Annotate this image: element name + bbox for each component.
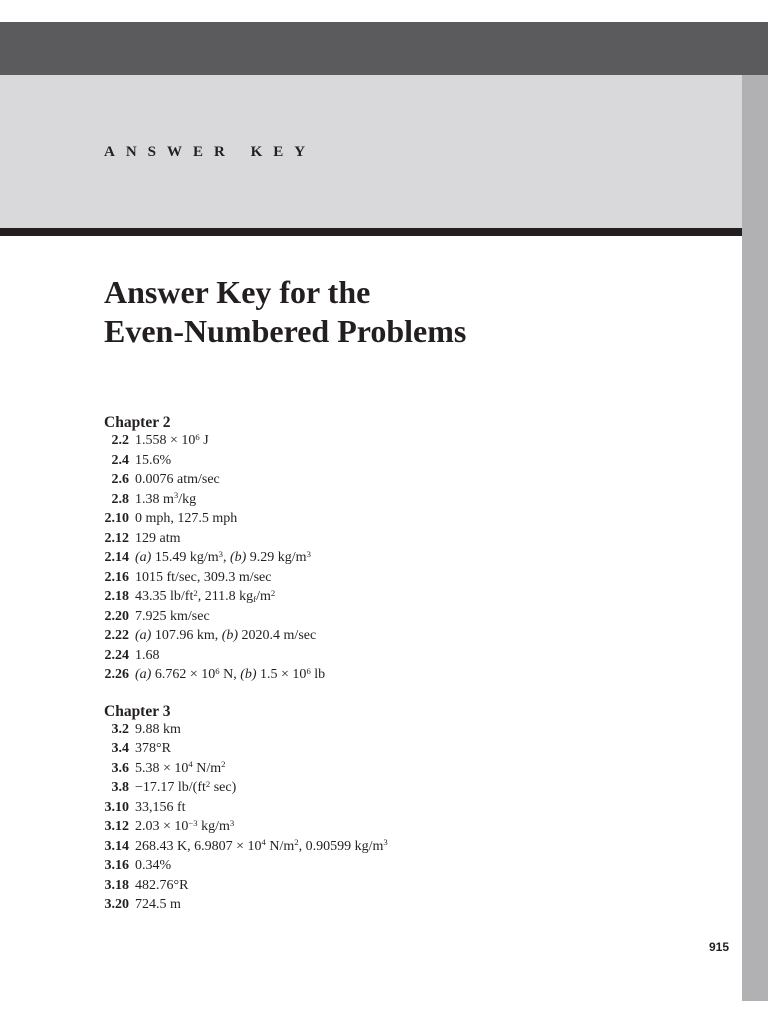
answer-text: , bbox=[222, 550, 230, 565]
chapter-section bbox=[104, 703, 724, 915]
answer-row bbox=[104, 720, 724, 740]
answer-text: 724.5 m bbox=[135, 897, 181, 912]
answer-text: 1.68 bbox=[135, 647, 160, 663]
answer-value bbox=[135, 858, 171, 873]
problem-number: 2.8 bbox=[111, 491, 129, 507]
answer-row bbox=[104, 548, 724, 568]
superscript: 6 bbox=[195, 431, 200, 442]
superscript: 2 bbox=[193, 587, 198, 598]
answer-text: 43.35 lb/ft bbox=[135, 589, 194, 604]
problem-number: 2.22 bbox=[104, 628, 129, 643]
superscript: 6 bbox=[215, 665, 220, 676]
answer-row bbox=[104, 759, 724, 779]
answer-text: N/m bbox=[265, 838, 295, 854]
answer-row bbox=[104, 490, 724, 510]
answer-text: 0.34% bbox=[135, 858, 172, 873]
page-title bbox=[104, 273, 466, 351]
answer-row bbox=[104, 431, 724, 451]
answer-list bbox=[104, 414, 724, 915]
superscript: 4 bbox=[261, 837, 266, 848]
problem-number: 3.12 bbox=[104, 819, 129, 834]
page-title-line-2: Even-Numbered Problems bbox=[104, 313, 467, 349]
answer-row bbox=[104, 626, 724, 646]
answer-text: kg/m bbox=[197, 819, 230, 834]
superscript: 3 bbox=[218, 548, 223, 559]
answer-text: 5.38 × 10 bbox=[135, 760, 189, 776]
answer-text: 268.43 K, 6.9807 × 10 bbox=[135, 838, 262, 854]
superscript: 6 bbox=[306, 665, 311, 676]
answer-text: N, bbox=[219, 667, 241, 682]
answer-row bbox=[104, 895, 724, 915]
answer-value bbox=[135, 609, 210, 624]
part-label: (a) bbox=[135, 628, 152, 643]
top-banner bbox=[0, 22, 768, 75]
side-thumb-tab bbox=[742, 75, 768, 1001]
answer-text: 1.5 × 10 bbox=[256, 667, 307, 682]
answer-value bbox=[135, 453, 171, 468]
answer-text: N/m bbox=[192, 760, 222, 776]
part-label: (b) bbox=[221, 628, 239, 643]
answer-value bbox=[135, 878, 188, 893]
answer-value bbox=[135, 839, 388, 854]
answer-value bbox=[135, 761, 225, 776]
superscript: 3 bbox=[173, 490, 179, 501]
answer-value bbox=[135, 433, 209, 448]
problem-number: 2.16 bbox=[104, 569, 129, 585]
answer-text: 1.38 m bbox=[135, 491, 174, 507]
problem-number: 2.14 bbox=[104, 550, 129, 565]
problem-number: 2.2 bbox=[111, 433, 129, 448]
answer-text: /m bbox=[256, 589, 271, 604]
superscript: 2 bbox=[270, 587, 276, 598]
superscript: −3 bbox=[188, 817, 198, 828]
problem-number: 3.6 bbox=[111, 760, 129, 776]
answer-text: 7.925 km/sec bbox=[135, 608, 210, 624]
answer-text: 15.6% bbox=[135, 452, 172, 468]
problem-number: 3.4 bbox=[111, 741, 129, 756]
answer-text: 15.49 kg/m bbox=[151, 550, 219, 565]
superscript: 2 bbox=[205, 778, 211, 789]
problem-number: 3.16 bbox=[104, 858, 129, 873]
problem-number: 3.20 bbox=[104, 897, 129, 912]
problem-number: 2.18 bbox=[104, 589, 129, 604]
problem-number: 2.20 bbox=[104, 608, 129, 624]
answer-text: sec) bbox=[210, 780, 237, 795]
problem-number: 2.24 bbox=[104, 647, 129, 663]
answer-text: J bbox=[199, 433, 209, 448]
answer-text: /kg bbox=[178, 491, 197, 507]
answer-text: 482.76°R bbox=[135, 877, 189, 893]
answer-row bbox=[104, 817, 724, 837]
problem-number: 3.10 bbox=[104, 799, 129, 815]
answer-text: 33,156 ft bbox=[135, 799, 186, 815]
part-label: (b) bbox=[229, 550, 247, 565]
answer-text: 0.0076 atm/sec bbox=[135, 472, 220, 487]
answer-value bbox=[135, 511, 237, 526]
answer-text: 129 atm bbox=[135, 530, 181, 546]
answer-value bbox=[135, 648, 160, 663]
answer-text: 6.762 × 10 bbox=[151, 667, 216, 682]
answer-row bbox=[104, 509, 724, 529]
answer-row bbox=[104, 856, 724, 876]
answer-text: 107.96 km, bbox=[151, 628, 222, 643]
answer-text: 2020.4 m/sec bbox=[238, 628, 317, 643]
part-label: (a) bbox=[135, 667, 152, 682]
answer-text: 0 mph, 127.5 mph bbox=[135, 511, 238, 526]
answer-value bbox=[135, 589, 275, 604]
problem-number: 3.18 bbox=[104, 877, 129, 893]
part-label: (a) bbox=[135, 550, 152, 565]
answer-value bbox=[135, 550, 311, 565]
problem-number: 3.8 bbox=[111, 780, 129, 795]
chapter-heading: Chapter 2 bbox=[104, 414, 171, 431]
answer-row bbox=[104, 587, 724, 607]
problem-number: 3.2 bbox=[111, 721, 129, 737]
answer-value bbox=[135, 800, 186, 815]
chapter-section bbox=[104, 414, 724, 685]
answer-text: 2.03 × 10 bbox=[135, 819, 189, 834]
answer-row bbox=[104, 451, 724, 471]
chapter-heading: Chapter 3 bbox=[104, 702, 171, 720]
answer-value bbox=[135, 819, 234, 834]
answer-text: 1.558 × 10 bbox=[135, 433, 196, 448]
header-rule bbox=[0, 228, 742, 236]
subscript: f bbox=[253, 594, 257, 605]
answer-row bbox=[104, 568, 724, 588]
problem-number: 2.4 bbox=[111, 452, 129, 468]
answer-text: 1015 ft/sec, 309.3 m/sec bbox=[135, 569, 272, 585]
answer-row bbox=[104, 739, 724, 759]
answer-value bbox=[135, 472, 220, 487]
answer-value bbox=[135, 628, 316, 643]
answer-text: −17.17 lb/(ft bbox=[135, 780, 206, 795]
superscript: 2 bbox=[294, 837, 299, 848]
section-label: ANSWER KEY bbox=[104, 144, 317, 160]
answer-row bbox=[104, 876, 724, 896]
problem-number: 2.26 bbox=[104, 667, 129, 682]
answer-row bbox=[104, 470, 724, 490]
page-number: 915 bbox=[709, 940, 730, 954]
answer-row bbox=[104, 665, 724, 685]
answer-value bbox=[135, 722, 181, 737]
problem-number: 2.12 bbox=[104, 530, 129, 546]
answer-value bbox=[135, 531, 181, 546]
answer-text: 378°R bbox=[135, 741, 171, 756]
problem-number: 2.6 bbox=[111, 472, 129, 487]
answer-value bbox=[135, 570, 271, 585]
superscript: 3 bbox=[229, 817, 235, 828]
answer-text: , 0.90599 kg/m bbox=[298, 838, 384, 854]
answer-row bbox=[104, 529, 724, 549]
page-title-line-1: Answer Key for the bbox=[104, 274, 371, 310]
superscript: 2 bbox=[221, 759, 226, 770]
answer-value bbox=[135, 780, 236, 795]
answer-text: 9.88 km bbox=[135, 721, 181, 737]
answer-value bbox=[135, 667, 325, 682]
problem-number: 2.10 bbox=[104, 511, 129, 526]
superscript: 3 bbox=[306, 548, 311, 559]
answer-row bbox=[104, 778, 724, 798]
answer-text: lb bbox=[310, 667, 326, 682]
answer-text: 9.29 kg/m bbox=[246, 550, 307, 565]
answer-row bbox=[104, 798, 724, 818]
answer-value bbox=[135, 741, 171, 756]
answer-value bbox=[135, 492, 196, 507]
answer-row bbox=[104, 646, 724, 666]
answer-row bbox=[104, 607, 724, 627]
problem-number: 3.14 bbox=[104, 838, 129, 854]
superscript: 3 bbox=[383, 837, 388, 848]
answer-text: , 211.8 kg bbox=[197, 589, 254, 604]
answer-row bbox=[104, 837, 724, 857]
superscript: 4 bbox=[188, 759, 193, 770]
part-label: (b) bbox=[240, 667, 257, 682]
answer-value bbox=[135, 897, 181, 912]
